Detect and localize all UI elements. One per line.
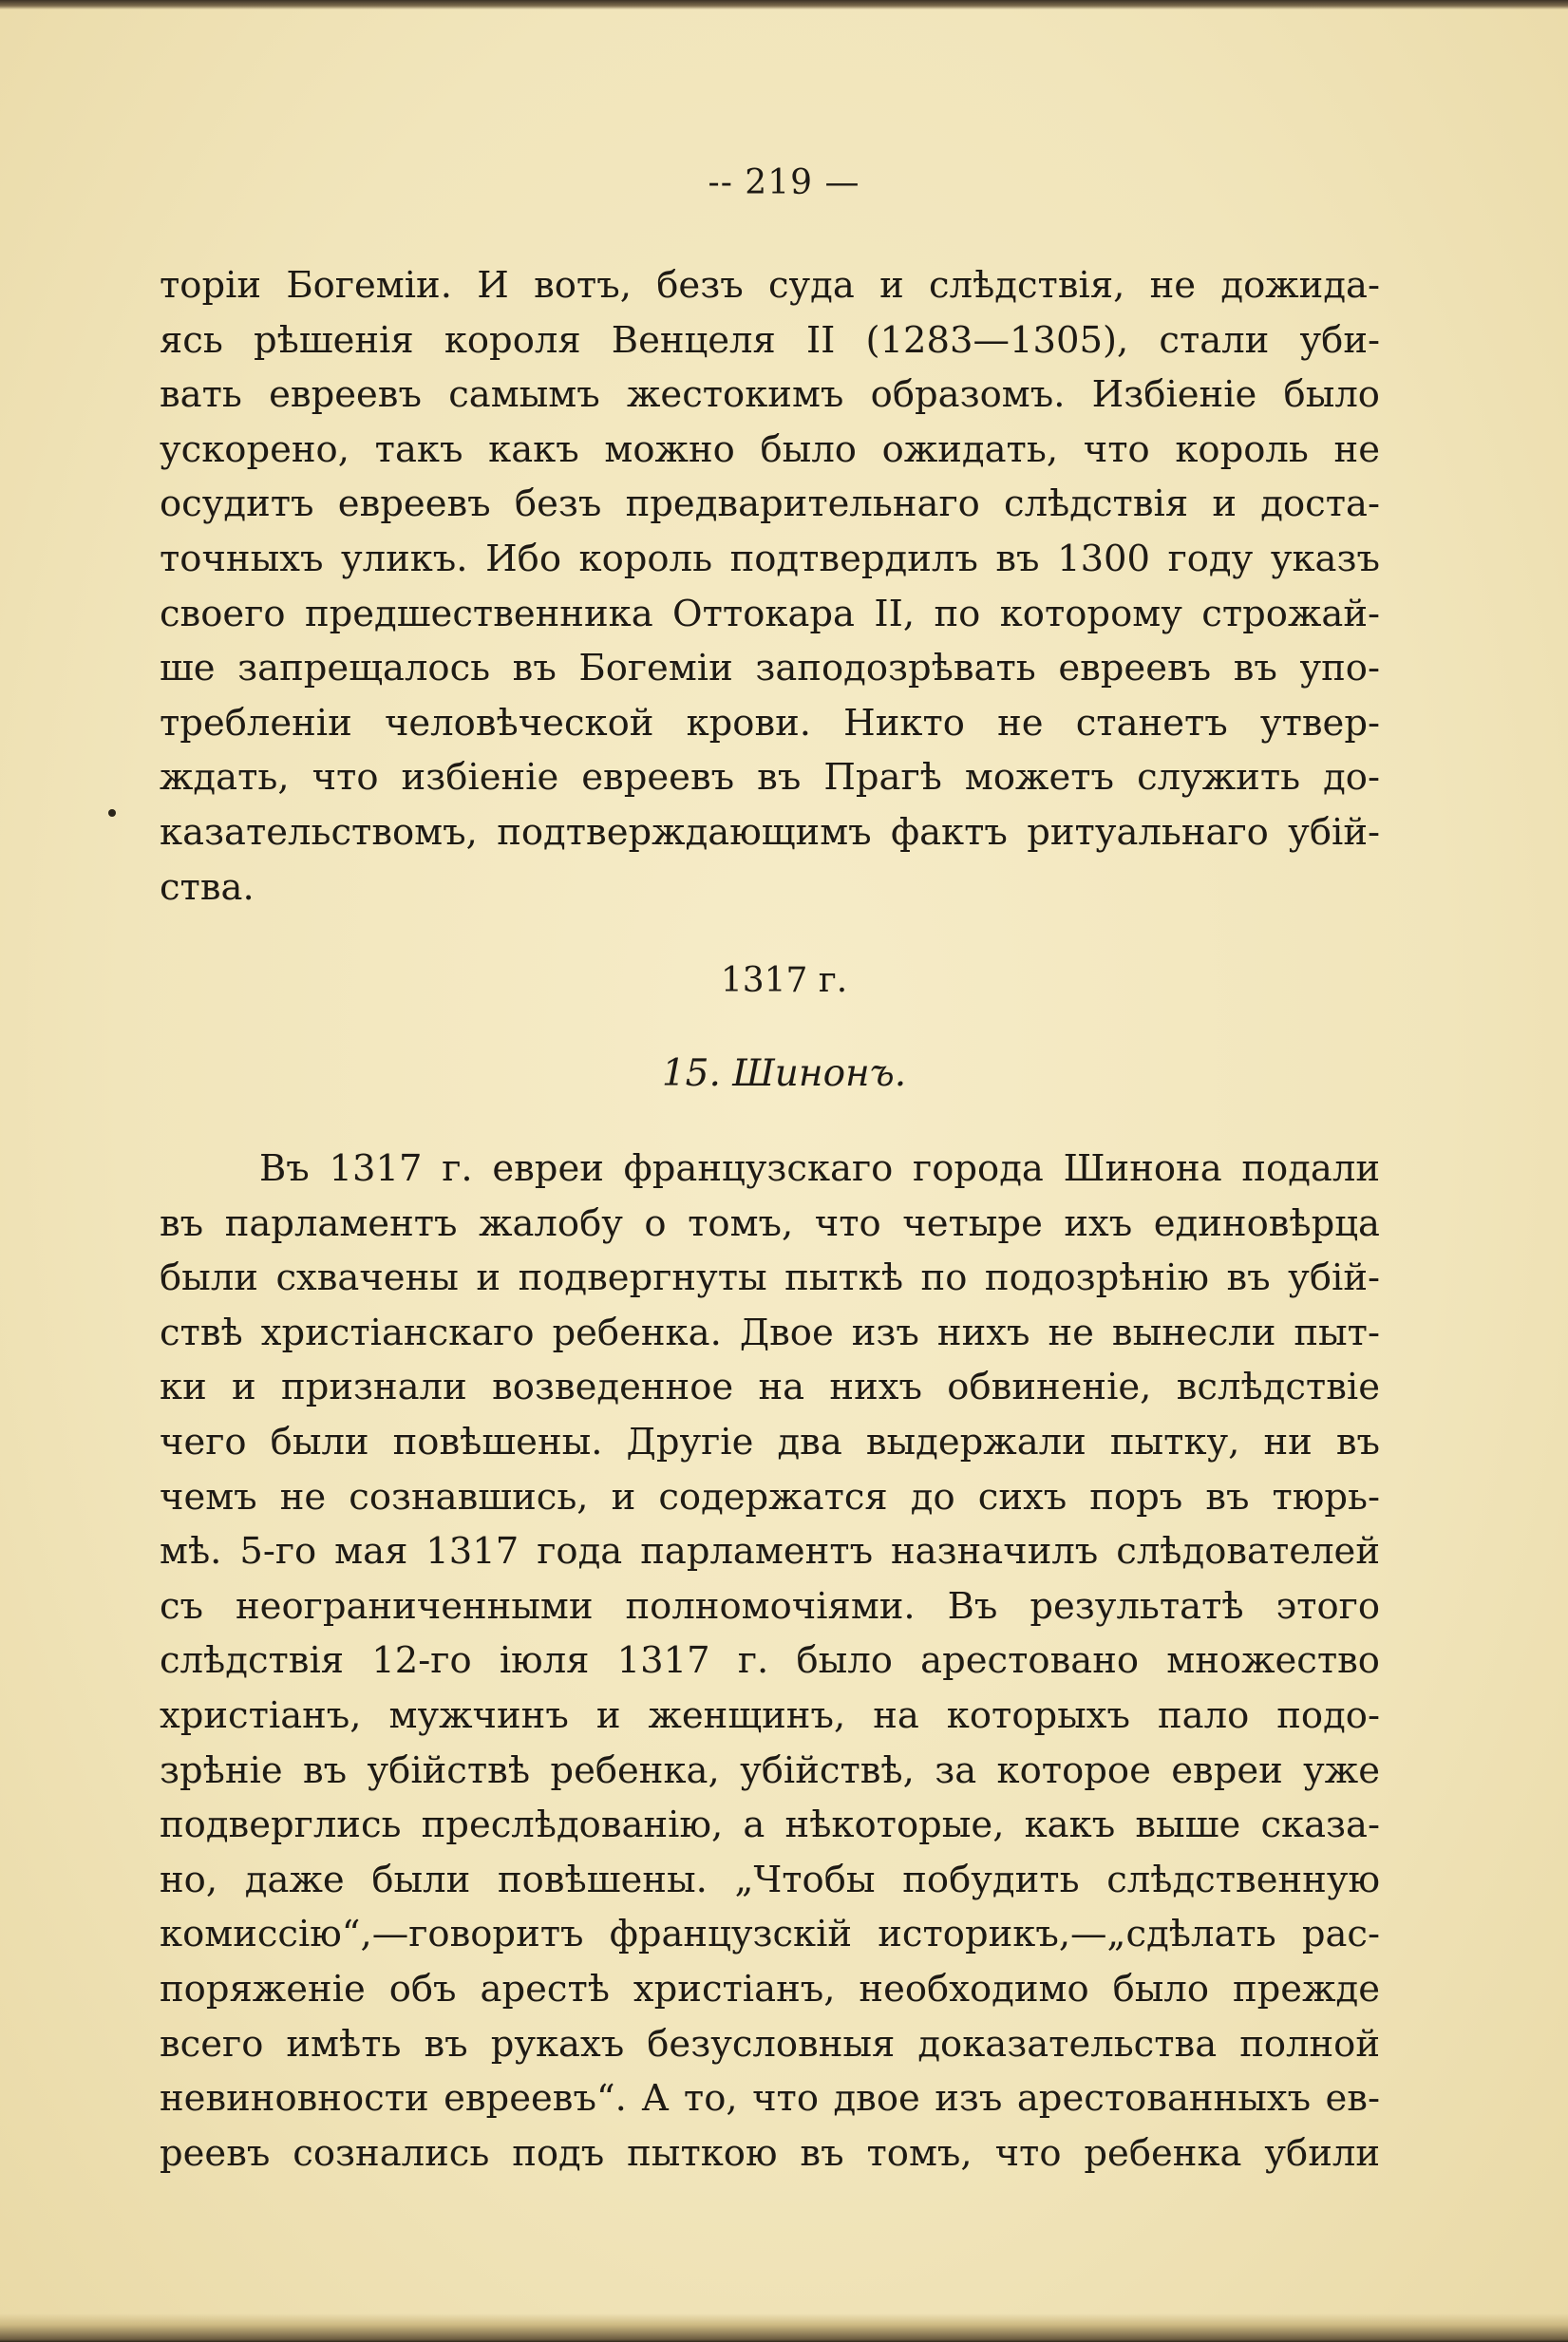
text-line: чемъ не сознавшись, и содержатся до сихъ поръ въ тюрь-: [160, 1475, 1380, 1519]
text-line: подверглись преслѣдованію, а нѣкоторые, какъ выше сказа-: [160, 1804, 1380, 1847]
text-line: реевъ сознались подъ пыткою въ томъ, что ребенка убили: [160, 2131, 1380, 2175]
text-line: требленіи человѣческой крови. Никто не станетъ утвер-: [160, 701, 1380, 745]
text-line: ше запрещалось въ Богеміи заподозрѣвать евреевъ въ упо-: [160, 647, 1380, 690]
margin-mark: [108, 809, 116, 817]
text-line: вать евреевъ самымъ жестокимъ образомъ. Избіеніе было: [160, 373, 1380, 417]
text-line: Въ 1317 г. евреи французскаго города Шинона подали: [259, 1147, 1380, 1190]
text-line: казательствомъ, подтверждающимъ фактъ ритуальнаго убій-: [160, 810, 1380, 854]
text-line: зрѣніе въ убійствѣ ребенка, убійствѣ, за которое евреи уже: [160, 1748, 1380, 1792]
text-line: слѣдствія 12-го іюля 1317 г. было арестовано множество: [160, 1639, 1380, 1683]
text-line: точныхъ уликъ. Ибо король подтвердилъ въ 1300 году указъ: [160, 537, 1380, 580]
text-line: невиновности евреевъ“. А то, что двое изъ арестованныхъ ев-: [160, 2077, 1380, 2121]
text-line: ускорено, такъ какъ можно было ожидать, что король не: [160, 427, 1380, 471]
text-line: всего имѣть въ рукахъ безусловныя доказательства полной: [160, 2022, 1380, 2066]
page-top-edge: [0, 0, 1568, 9]
text-line: ждать, что избіеніе евреевъ въ Прагѣ можетъ служить до-: [160, 756, 1380, 800]
text-line: христіанъ, мужчинъ и женщинъ, на которыхъ пало подо-: [160, 1693, 1380, 1737]
text-line: осудитъ евреевъ безъ предварительнаго слѣдствія и доста-: [160, 482, 1380, 526]
text-line: ства.: [160, 865, 255, 909]
text-line: комиссію“,—говоритъ французскій историкъ,—„сдѣлать рас-: [160, 1913, 1380, 1956]
text-line: съ неограниченными полномочіями. Въ результатѣ этого: [160, 1584, 1380, 1628]
text-line: мѣ. 5-го мая 1317 года парламентъ назначилъ слѣдователей: [160, 1530, 1380, 1574]
page-bottom-edge: [0, 2314, 1568, 2342]
paragraph-2: [160, 1142, 1380, 2181]
text-line: своего предшественника Оттокара II, по которому строжай-: [160, 592, 1380, 635]
text-line: торіи Богеміи. И вотъ, безъ суда и слѣдствія, не дожида-: [160, 264, 1380, 307]
paragraph-1: [160, 258, 1380, 915]
text-line: поряженіе объ арестѣ христіанъ, необходимо было прежде: [160, 1967, 1380, 2011]
page-number: -- 219 —: [708, 163, 860, 202]
text-line: въ парламентъ жалобу о томъ, что четыре ихъ единовѣрца: [160, 1201, 1380, 1245]
text-line: ствѣ христіанскаго ребенка. Двое изъ нихъ не вынесли пыт-: [160, 1311, 1380, 1354]
text-line: были схвачены и подвергнуты пыткѣ по подозрѣнію въ убій-: [160, 1256, 1380, 1300]
text-line: ясь рѣшенія короля Венцеля II (1283—1305), стали уби-: [160, 318, 1380, 362]
text-line: но, даже были повѣшены. „Чтобы побудить слѣдственную: [160, 1858, 1380, 1901]
text-line: чего были повѣшены. Другіе два выдержали пытку, ни въ: [160, 1420, 1380, 1464]
text-line: ки и признали возведенное на нихъ обвиненіе, вслѣдствіе: [160, 1366, 1380, 1409]
section-title: 15. Шинонъ.: [661, 1052, 907, 1095]
year-heading: 1317 г.: [720, 961, 848, 1000]
